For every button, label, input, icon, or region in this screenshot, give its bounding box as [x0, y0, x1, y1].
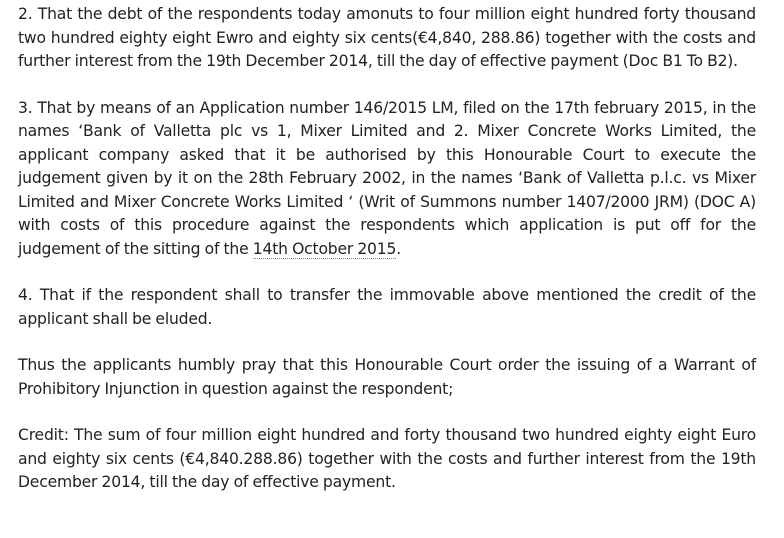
- sitting-date-link[interactable]: 14th October 2015: [252, 239, 397, 258]
- application-text: 3. That by means of an Application number 146/2015 LM, filed on the 17th february 2015, in the names ‘Bank of Valletta plc vs 1, Mixer Limited and 2. Mixer Concrete Works Limited, the applicant company asked that it be authorised by this Honourable Court to execute the judgement given by it on the 28th February 2002, in the names ‘Bank of Valletta p.l.c. vs Mixer Limited and Mixer Concrete Works Limited ‘ (Writ of Summons number 1407/2000 JRM) (DOC A) with costs of this procedure against the respondents which application is put off for the judgement of the sitting of the: [18, 98, 756, 258]
- application-end: .: [396, 239, 401, 258]
- paragraph-application: [18, 97, 756, 262]
- paragraph-credit: Credit: The sum of four million eight hundred and forty thousand two hundred eighty eight Euro and eighty six cents (€4,840.288.86) together with the costs and further interest from the 19th December 2014, till the day of effective payment.: [18, 426, 756, 491]
- paragraph-transfer: 4. That if the respondent shall to transfer the immovable above mentioned the credit of the applicant shall be eluded.: [18, 286, 756, 328]
- paragraph-prayer: Thus the applicants humbly pray that this Honourable Court order the issuing of a Warrant of Prohibitory Injunction in question against the respondent;: [18, 356, 756, 398]
- paragraph-debt-amount: 2. That the debt of the respondents today amonuts to four million eight hundred forty thousand two hundred eighty eight Ewro and eighty six cents(€4,840, 288.86) together with the costs and further interest from the 19th December 2014, till the day of effective payment (Doc B1 To B2).: [18, 5, 756, 70]
